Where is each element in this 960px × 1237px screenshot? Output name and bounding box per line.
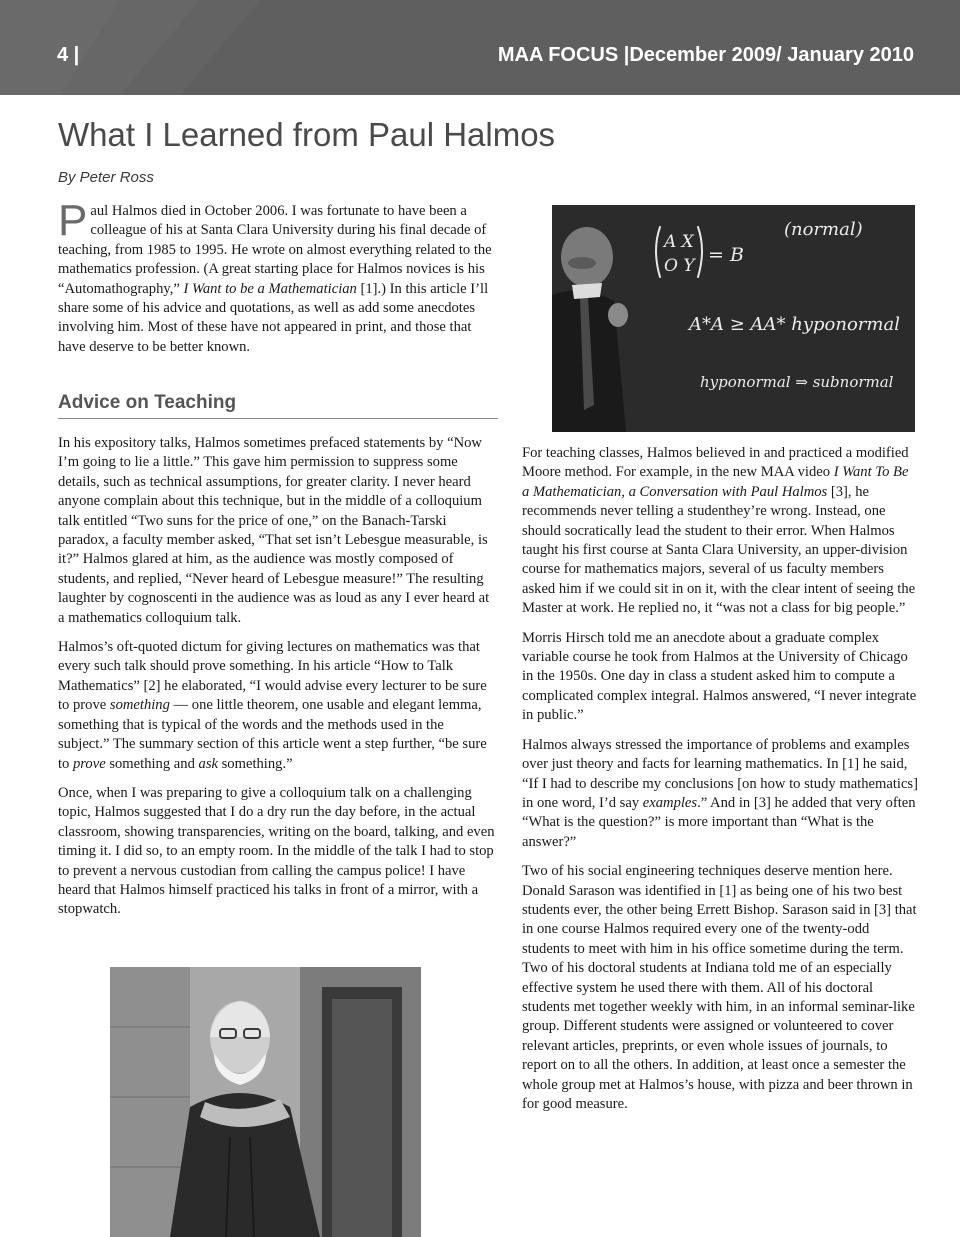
- board-matrix-bottom: O Y: [664, 256, 695, 276]
- page-number: 4 |: [57, 44, 80, 66]
- intro-paragraph: Paul Halmos died in October 2006. I was fortunate to have been a colleague of his at Santa Clara University during his final decade of teaching, from 1985 to 1995. He wrote on almost everything related to the mathematics profession. (A great starting place for Halmos novices is his “Automathography,” I Want to be a Mathematician [1].) In this article I’ll share some of his advice and quotations, as well as add some anecdotes involving him. Most of these have not appeared in print, and those that have deserve to be better known.: [58, 196, 492, 355]
- paragraph: In his expository talks, Halmos sometimes prefaced statements by “Now I’m going to lie a little.” This gave him permission to suppress some details, such as technical assumptions, for greater clarity. I never heard anyone complain about this technique, but in the middle of a colloquium talk entitled “Two suns for the price of one,” on the Banach-Tarski paradox, a faculty member asked, “That set isn’t Lebesgue measurable, is it?” Halmos glared at him, as the audience was mostly composed of students, and replied, “Never heard of Lebesgue measure!” The resulting laughter by cognoscenti in the audience was as loud as any I ever heard at a mathematics colloquium talk.: [58, 435, 490, 626]
- photo-halmos-chalkboard: [552, 205, 915, 432]
- drop-cap: P: [58, 196, 88, 245]
- intro-section: [58, 196, 498, 367]
- paragraph: For teaching classes, Halmos believed in and practiced a modified Moore method. For example, in the new MAA video I Want To Be a Mathematician, a Conversation with Paul Halmos [3], he recommends never telling a studenthey’re wrong. Instead, one should socratically lead the student to their error. When Halmos taught his first course at Santa Clara University, an upper-division course for mathematics majors, several of us faculty members asked him if we could sit in on it, with the clear intent of seeing the Master at work. He replied no, it “was not a class for big people.”: [522, 445, 916, 617]
- board-hyponormal: A*A ≥ AA* hyponormal: [689, 314, 900, 335]
- right-column: [522, 444, 918, 1124]
- paragraph: Once, when I was preparing to give a colloquium talk on a challenging topic, Halmos suggested that I do a dry run the day before, in the actual classroom, showing transparencies, writing on the board, talking, and even timing it. I did so, to an empty room. In the middle of the talk I had to stop to prevent a nervous custodian from calling the campus police! I have heard that Halmos himself practiced his talks in front of a mirror, with a stopwatch.: [58, 784, 495, 918]
- board-eq-b: = B: [708, 244, 744, 266]
- article-title: What I Learned from Paul Halmos: [58, 116, 556, 153]
- paragraph: Two of his social engineering techniques deserve mention here. Donald Sarason was identified in [1] as being one of his two best students ever, the other being Errett Bishop. Sarason said in [3] that in one course Halmos required every one of the twenty-odd students to meet with him in his office sometime during the term. Two of his doctoral students at Indiana told me of an especially effective system he used there with them. All of his doctoral students met together weekly with him, in an informal seminar-like group. Different students were assigned or volunteered to cover relevant articles, preprints, or even whole issues of journals, to report on to all the others. In addition, at least once a semester the whole group met at Halmos’s house, with pizza and beer thrown in for good measure.: [522, 863, 917, 1112]
- photo-halmos-gown: [110, 967, 421, 1237]
- byline: By Peter Ross: [58, 169, 154, 186]
- paragraph: Halmos’s oft-quoted dictum for giving lectures on mathematics was that every such talk should prove something. In his article “How to Talk Mathematics” [2] he elaborated, “I would advise every lecturer to be sure to prove something — one little theorem, one usable and elegant lemma, something that is typical of the words and the methods used in the subject.” The summary section of this article went a step further, “be sure to prove something and ask something.”: [58, 639, 487, 772]
- paragraph: Halmos always stressed the importance of problems and examples over just theory and facts for learning mathematics. In [1] he said, “If I had to describe my conclusions [on how to study mathematics] in one word, I’d say examples.” And in [3] he added that very often “What is the question?” is more important than “What is the answer?”: [522, 736, 918, 850]
- header-bar: [0, 0, 960, 95]
- publication-header: MAA FOCUS |December 2009/ January 2010: [497, 44, 914, 66]
- section-heading: Advice on Teaching: [58, 392, 498, 419]
- board-implication: hyponormal ⇒ subnormal: [700, 373, 894, 391]
- paragraph: Morris Hirsch told me an anecdote about a graduate complex variable course he took from Halmos at the University of Chicago in the 1950s. One day in class a student asked him to compute a complicated complex integral. Halmos answered, “I never integrate in public.”: [522, 629, 917, 724]
- board-normal: (normal): [784, 219, 863, 240]
- left-column: [58, 434, 498, 930]
- board-matrix-top: A X: [664, 232, 694, 252]
